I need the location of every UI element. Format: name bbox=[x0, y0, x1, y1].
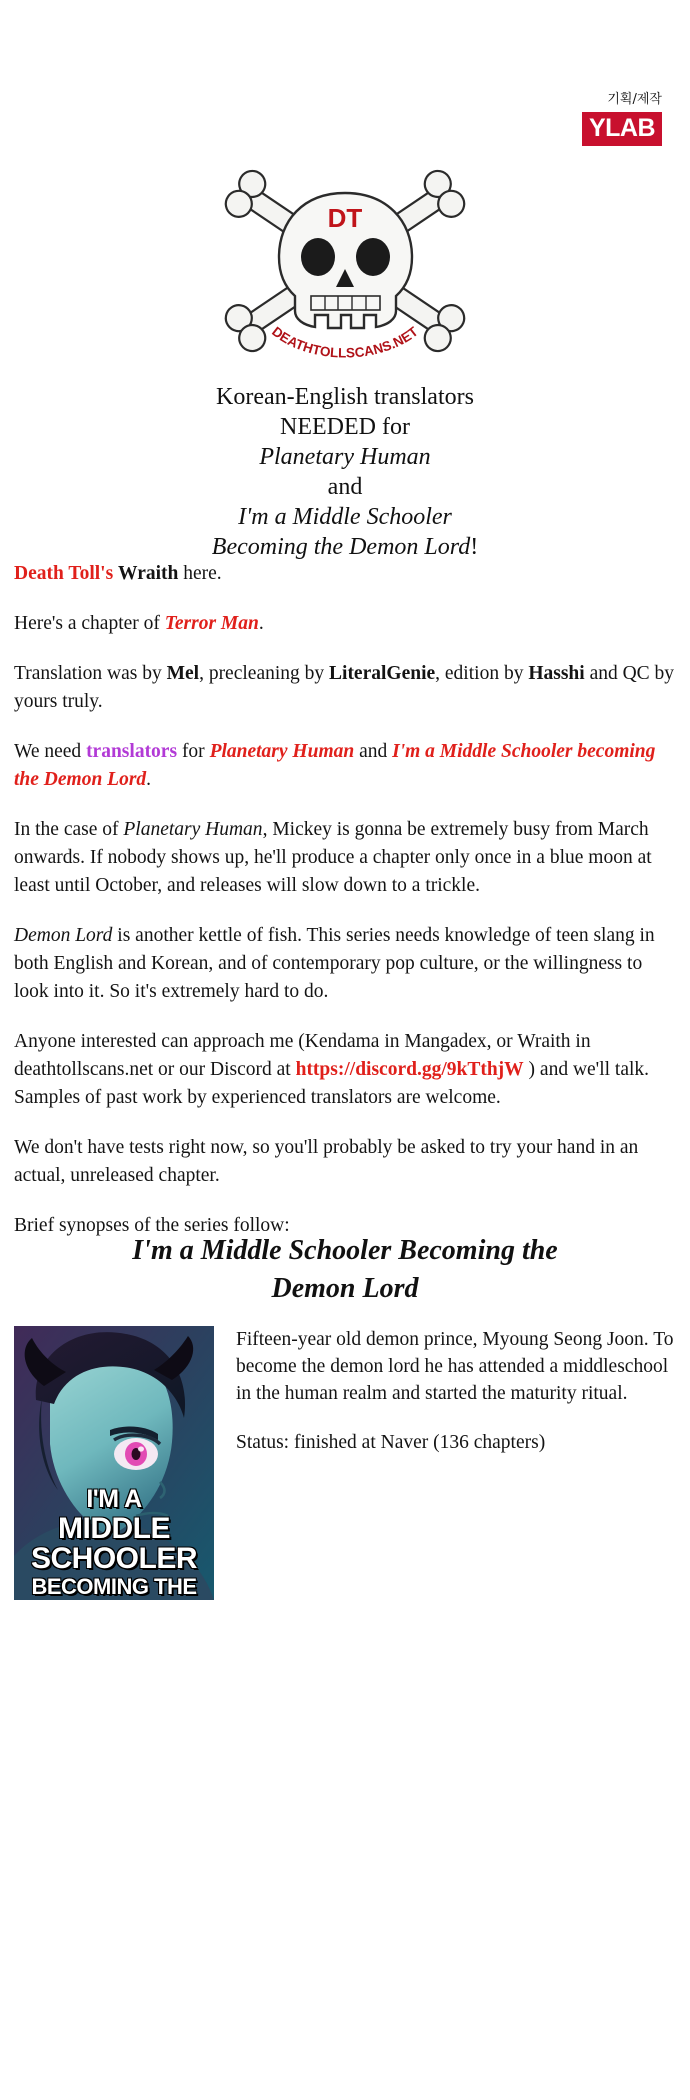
planetary-series-name: Planetary Human bbox=[123, 819, 263, 840]
series-heading-line-2: Demon Lord bbox=[271, 1273, 419, 1304]
greeting-rest: here. bbox=[178, 563, 222, 584]
role-translators: translators bbox=[86, 741, 178, 762]
need-mid: for bbox=[177, 741, 210, 762]
demon-lord-suffix: is another kettle of fish. This series needs knowledge of teen slang in both English and Korean, and of contemporary pop culture, or the willingness to look into it. So it's extremely hard to do. bbox=[14, 925, 655, 1002]
author-name: Wraith bbox=[118, 563, 179, 584]
paragraph-synopses-lead: Brief synopses of the series follow: bbox=[14, 1215, 290, 1236]
paragraph-chapter-note bbox=[14, 610, 676, 638]
credit-translator: Mel bbox=[166, 663, 200, 684]
paragraph-contact bbox=[14, 1028, 676, 1112]
need-and: and bbox=[354, 741, 393, 762]
series-heading-line-1: I'm a Middle Schooler Becoming the bbox=[132, 1235, 558, 1266]
headline-and: and bbox=[327, 474, 363, 500]
headline-exclamation: ! bbox=[470, 534, 479, 560]
publisher-label: 기획/제작 bbox=[607, 92, 662, 107]
announcement-body bbox=[14, 560, 676, 1262]
series-planetary-human: Planetary Human bbox=[209, 741, 355, 762]
contact-suffix: ) and we'll talk. Samples of past work by experienced translators are welcome. bbox=[14, 1059, 650, 1108]
chapter-note-suffix: . bbox=[258, 613, 264, 634]
credits-suffix: and QC by yours truly. bbox=[14, 663, 675, 712]
series-terror-man: Terror Man bbox=[164, 613, 259, 634]
paragraph-tests: We don't have tests right now, so you'll probably be asked to try your hand in an actual, unreleased chapter. bbox=[14, 1137, 639, 1186]
headline-line-2: NEEDED for bbox=[280, 414, 410, 440]
paragraph-demon-lord bbox=[14, 922, 676, 1006]
skull-crossbones-icon bbox=[195, 165, 495, 365]
headline-series-2-line-2: Becoming the Demon Lord bbox=[211, 534, 471, 560]
discord-invite-link[interactable]: https://discord.gg/9kTthjW bbox=[295, 1059, 524, 1080]
paragraph-planetary-human bbox=[14, 816, 676, 900]
headline-series-2-line-1: I'm a Middle Schooler bbox=[238, 504, 452, 530]
credits-prefix: Translation was by bbox=[14, 663, 167, 684]
cover-title-line-3: BECOMING THE bbox=[31, 1574, 197, 1599]
need-suffix: . bbox=[146, 769, 152, 790]
paragraph-need-translators bbox=[14, 738, 676, 794]
series-synopsis bbox=[214, 1326, 676, 1456]
synopsis-description: Fifteen-year old demon prince, Myoung Seong Joon. To become the demon lord he has attended a middleschool in the human realm and started the maturity ritual. bbox=[236, 1329, 674, 1404]
skull-initials: DT bbox=[327, 203, 363, 233]
planetary-prefix: In the case of bbox=[14, 819, 124, 840]
need-prefix: We need bbox=[14, 741, 87, 762]
cover-title-line-1: I'M A bbox=[86, 1485, 142, 1513]
paragraph-credits bbox=[14, 660, 676, 716]
headline-line-1: Korean-English translators bbox=[216, 384, 474, 410]
group-banner-text: DEATHTOLLSCANS.NET bbox=[269, 323, 421, 361]
credits-mid-2: , edition by bbox=[435, 663, 529, 684]
page-title bbox=[0, 382, 690, 562]
demon-lord-series-name: Demon Lord bbox=[14, 925, 113, 946]
series-entry bbox=[14, 1326, 676, 1600]
headline-series-1: Planetary Human bbox=[259, 444, 431, 470]
publisher-credit bbox=[582, 88, 662, 146]
series-demon-lord: I'm a Middle Schooler becoming the Demon Lord bbox=[14, 741, 656, 790]
contact-prefix: Anyone interested can approach me (Kendama in Mangadex, or Wraith in deathtollscans.net or our Discord at bbox=[14, 1031, 591, 1080]
chapter-note-prefix: Here's a chapter of bbox=[14, 613, 165, 634]
group-name: Death Toll's bbox=[14, 563, 114, 584]
cover-title-line-2: MIDDLE SCHOOLER bbox=[30, 1512, 197, 1575]
credit-editor: Hasshi bbox=[528, 663, 585, 684]
series-cover-image bbox=[14, 1326, 214, 1600]
series-heading bbox=[0, 1232, 690, 1308]
paragraph-greeting bbox=[14, 560, 676, 588]
scanlation-group-logo bbox=[0, 165, 690, 365]
credit-precleaner: LiteralGenie bbox=[329, 663, 436, 684]
cover-title-text bbox=[14, 1487, 214, 1598]
synopsis-status: Status: finished at Naver (136 chapters) bbox=[236, 1432, 546, 1453]
credits-mid-1: , precleaning by bbox=[199, 663, 330, 684]
ylab-logo: YLAB bbox=[582, 112, 662, 146]
planetary-suffix: , Mickey is gonna be extremely busy from March onwards. If nobody shows up, he'll produce a chapter only once in a blue moon at least until October, and releases will slow down to a trickle. bbox=[14, 819, 652, 896]
